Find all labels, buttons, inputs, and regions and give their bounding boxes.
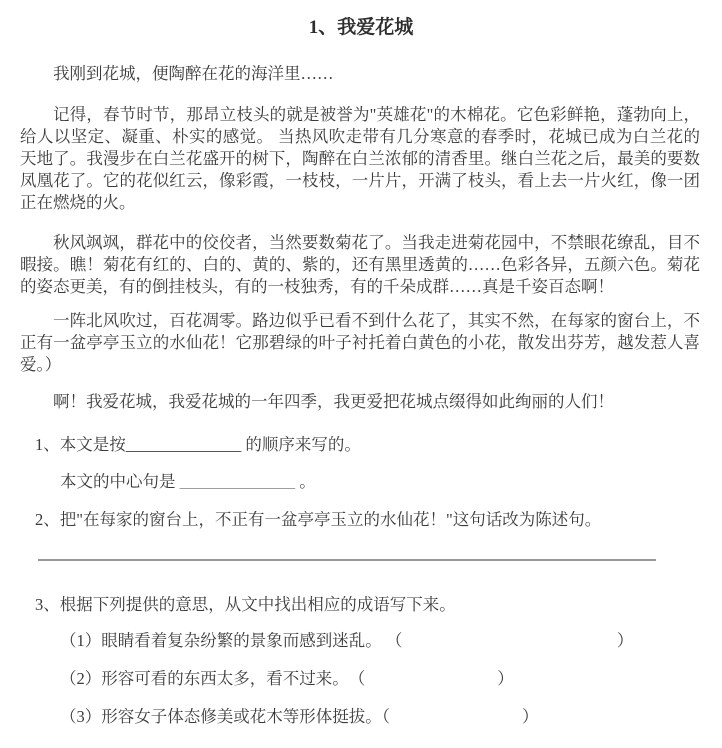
- question-3-item-1: （1）眼睛看着复杂纷繁的景象而感到迷乱。 （ ）: [60, 631, 634, 650]
- center-sentence-blank: ______________: [179, 472, 296, 491]
- paragraph-closing: 啊！我爱花城，我爱花城的一年四季，我更爱把花城点缀得如此绚丽的人们！: [53, 392, 614, 411]
- question-1-suffix: 的顺序来写的。: [241, 435, 361, 454]
- question-2: 2、把"在每家的窗台上，不正有一盆亭亭玉立的水仙花！"这句话改为陈述句。: [35, 510, 602, 529]
- question-1-blank: ______________: [125, 435, 242, 454]
- question-3: 3、根据下列提供的意思，从文中找出相应的成语写下来。: [35, 595, 456, 614]
- question-1-center-sentence: [60, 471, 702, 493]
- center-sentence-prefix: 本文的中心句是: [60, 472, 180, 491]
- paragraph-intro: 我刚到花城，便陶醉在花的海洋里……: [53, 64, 334, 83]
- question-1: [35, 434, 702, 456]
- paragraph-winter: 一阵北风吹过，百花凋零。路边似乎已看不到什么花了，其实不然，在每家的窗台上，不正有一盆亭亭玉立的水仙花！它那碧绿的叶子衬托着白黄色的小花，散发出芬芳，越发惹人喜爱。）: [20, 311, 700, 374]
- question-3-item-3: （3）形容女子体态修美或花木等形体挺拔。（ ）: [60, 707, 539, 726]
- paragraph-autumn: 秋风飒飒，群花中的佼佼者，当然要数菊花了。当我走进菊花园中，不禁眼花缭乱，目不暇接。瞧！菊花有红的、白的、黄的、紫的，还有黑里透黄的……色彩各异，五颜六色。菊花的姿态更美，有的倒挂枝头，有的一枝独秀，有的千朵成群……真是千姿百态啊！: [20, 233, 700, 296]
- question-1-prefix: 1、本文是按: [35, 435, 126, 454]
- question-3-item-2: （2）形容可看的东西太多，看不过来。 （ ）: [60, 669, 514, 688]
- center-sentence-suffix: 。: [295, 472, 316, 491]
- paragraph-spring: 记得，春节时节，那昂立枝头的就是被誉为"英雄花"的木棉花。它色彩鲜艳，蓬勃向上，给人以坚定、凝重、朴实的感觉。 当热风吹走带有几分寒意的春季时，花城已成为白兰花的天地了。我漫步在白兰花盛开的树下，陶醉在白兰浓郁的清香里。继白兰花之后，最美的要数凤凰花了。它的花似红云，像彩霞，一枝枝，一片片，开满了枝头，看上去一片火红，像一团正在燃烧的火。: [20, 105, 700, 212]
- page-title: 1、我爱花城: [308, 17, 414, 38]
- question-2-answer-line: [38, 559, 656, 561]
